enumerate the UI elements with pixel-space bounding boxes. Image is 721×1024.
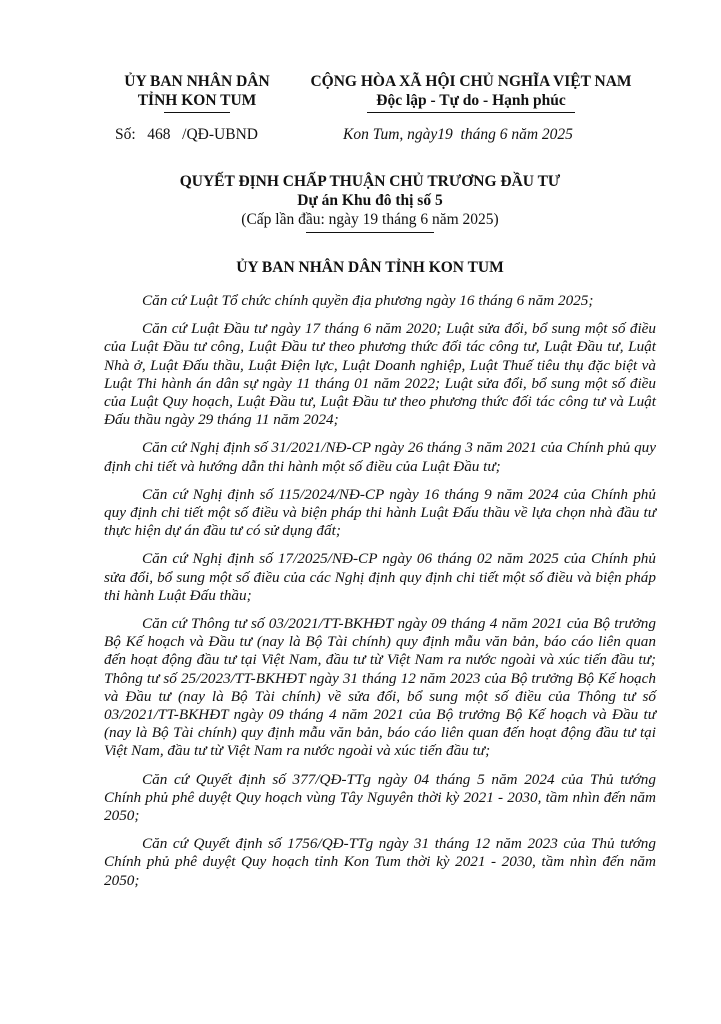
paragraph: Căn cứ Luật Đầu tư ngày 17 tháng 6 năm 2020; Luật sửa đổi, bổ sung một số điều của Luật Đầu tư công, Luật Đầu tư theo phương thức đối tác công tư, Luật Đầu tư, Luật Nhà ở, Luật Đấu thầu, Luật Điện lực, Luật Doanh nghiệp, Luật Thuế tiêu thụ đặc biệt và Luật Thi hành án dân sự ngày 11 tháng 01 năm 2022; Luật sửa đổi, bổ sung một số điều của Luật Quy hoạch, Luật Đầu tư, Luật Đầu tư theo phương thức đối tác công tư và Luật Đấu thầu ngày 29 tháng 11 năm 2024; <box>104 320 656 429</box>
decision-title <box>90 172 650 233</box>
motto-underline <box>367 112 575 113</box>
paragraph: Căn cứ Nghị định số 17/2025/NĐ-CP ngày 06 tháng 02 năm 2025 của Chính phủ sửa đổi, bổ sung một số điều của các Nghị định quy định chi tiết một số điều và biện pháp thi hành Luật Đấu thầu; <box>104 550 656 604</box>
legal-basis-list <box>104 292 656 900</box>
agency-line-1: ỦY BAN NHÂN DÂN <box>124 73 270 90</box>
title-line-2: Dự án Khu đô thị số 5 <box>297 192 443 209</box>
nation-line-2: Độc lập - Tự do - Hạnh phúc <box>376 92 566 109</box>
issuing-agency <box>104 72 290 113</box>
paragraph: Căn cứ Nghị định số 31/2021/NĐ-CP ngày 26 tháng 3 năm 2021 của Chính phủ quy định chi tiết và hướng dẫn thi hành một số điều của Luật Đầu tư; <box>104 439 656 475</box>
national-motto <box>296 72 646 113</box>
paragraph: Căn cứ Quyết định số 1756/QĐ-TTg ngày 31 tháng 12 năm 2023 của Thủ tướng Chính phủ phê duyệt Quy hoạch tỉnh Kon Tum thời kỳ 2021 - 2030, tầm nhìn đến năm 2050; <box>104 835 656 889</box>
title-line-1: QUYẾT ĐỊNH CHẤP THUẬN CHỦ TRƯƠNG ĐẦU TƯ <box>179 173 561 190</box>
document-number: Số: 468 /QĐ-UBND <box>115 126 258 143</box>
agency-line-2: TỈNH KON TUM <box>137 92 257 109</box>
document-date: Kon Tum, ngày19 tháng 6 năm 2025 <box>343 126 573 143</box>
title-line-3: (Cấp lần đầu: ngày 19 tháng 6 năm 2025) <box>241 211 499 228</box>
paragraph: Căn cứ Luật Tổ chức chính quyền địa phương ngày 16 tháng 6 năm 2025; <box>142 292 594 309</box>
paragraph: Căn cứ Nghị định số 115/2024/NĐ-CP ngày 16 tháng 9 năm 2024 của Chính phủ quy định chi tiết một số điều và biện pháp thi hành Luật Đấu thầu về lựa chọn nhà đầu tư thực hiện dự án đầu tư có sử dụng đất; <box>104 485 656 540</box>
issuing-authority: ỦY BAN NHÂN DÂN TỈNH KON TUM <box>236 259 504 276</box>
agency-underline <box>164 112 230 113</box>
title-underline <box>306 232 434 233</box>
paragraph: Căn cứ Thông tư số 03/2021/TT-BKHĐT ngày 09 tháng 4 năm 2021 của Bộ trưởng Bộ Kế hoạch và Đầu tư (nay là Bộ Tài chính) quy định mẫu văn bản, báo cáo liên quan đến hoạt động đầu tư tại Việt Nam, đầu tư từ Việt Nam ra nước ngoài và xúc tiến đầu tư; Thông tư số 25/2023/TT-BKHĐT ngày 31 tháng 12 năm 2023 của Bộ trưởng Bộ Kế hoạch và Đầu tư (nay là Bộ Tài chính) về sửa đổi, bổ sung một số điều của Thông tư số 03/2021/TT-BKHĐT ngày 09 tháng 4 năm 2021 của Bộ trưởng Bộ Kế hoạch và Đầu tư (nay là Bộ Tài chính) quy định mẫu văn bản, báo cáo liên quan đến hoạt động đầu tư tại Việt Nam, đầu tư từ Việt Nam ra nước ngoài và xúc tiến đầu tư; <box>104 615 656 760</box>
paragraph: Căn cứ Quyết định số 377/QĐ-TTg ngày 04 tháng 5 năm 2024 của Thủ tướng Chính phủ phê duyệt Quy hoạch vùng Tây Nguyên thời kỳ 2021 - 2030, tầm nhìn đến năm 2050; <box>104 770 656 825</box>
nation-line-1: CỘNG HÒA XÃ HỘI CHỦ NGHĨA VIỆT NAM <box>310 73 632 90</box>
